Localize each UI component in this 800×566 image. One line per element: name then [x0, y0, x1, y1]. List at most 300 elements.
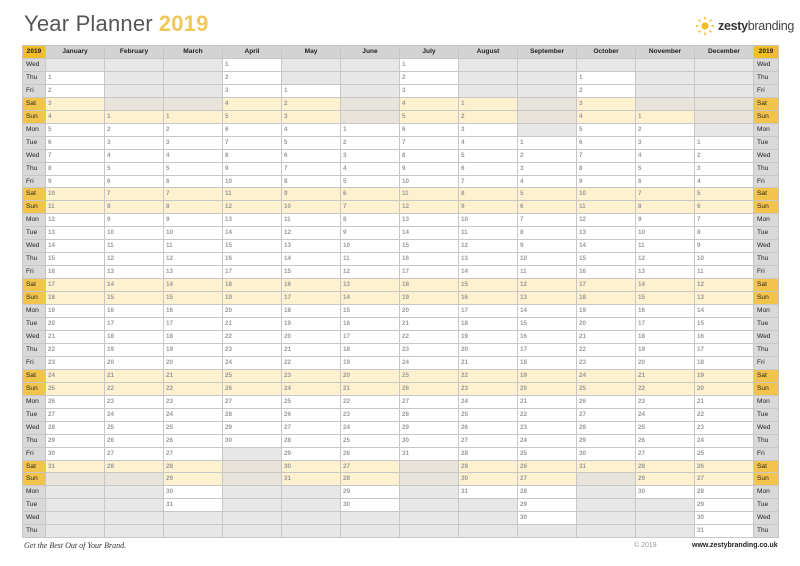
day-cell[interactable]: 7 [223, 136, 282, 149]
day-cell[interactable]: 29 [636, 473, 695, 486]
day-cell[interactable]: 15 [636, 292, 695, 305]
day-cell[interactable]: 13 [223, 214, 282, 227]
day-cell[interactable]: 23 [518, 421, 577, 434]
day-cell[interactable]: 22 [223, 330, 282, 343]
day-cell[interactable]: 25 [341, 434, 400, 447]
day-cell[interactable]: 13 [695, 292, 754, 305]
day-cell[interactable]: 28 [400, 408, 459, 421]
day-cell[interactable]: 14 [400, 227, 459, 240]
day-cell[interactable]: 5 [400, 110, 459, 123]
day-cell[interactable]: 15 [105, 292, 164, 305]
day-cell[interactable]: 26 [577, 395, 636, 408]
day-cell[interactable]: 3 [636, 136, 695, 149]
day-cell[interactable]: 20 [164, 356, 223, 369]
day-cell[interactable]: 25 [164, 421, 223, 434]
day-cell[interactable]: 23 [105, 395, 164, 408]
day-cell[interactable]: 22 [46, 343, 105, 356]
day-cell[interactable]: 12 [636, 253, 695, 266]
day-cell[interactable]: 11 [164, 240, 223, 253]
day-cell[interactable]: 17 [341, 330, 400, 343]
day-cell[interactable]: 29 [46, 434, 105, 447]
day-cell[interactable]: 24 [46, 369, 105, 382]
day-cell[interactable]: 11 [223, 188, 282, 201]
day-cell[interactable]: 13 [459, 253, 518, 266]
day-cell[interactable]: 18 [223, 279, 282, 292]
day-cell[interactable]: 16 [459, 292, 518, 305]
day-cell[interactable]: 21 [400, 318, 459, 331]
day-cell[interactable]: 8 [400, 149, 459, 162]
day-cell[interactable]: 8 [636, 201, 695, 214]
day-cell[interactable]: 6 [577, 136, 636, 149]
day-cell[interactable]: 9 [695, 240, 754, 253]
day-cell[interactable]: 21 [105, 369, 164, 382]
day-cell[interactable]: 27 [636, 447, 695, 460]
day-cell[interactable]: 31 [282, 473, 341, 486]
day-cell[interactable]: 10 [105, 227, 164, 240]
day-cell[interactable]: 23 [341, 408, 400, 421]
day-cell[interactable]: 6 [223, 123, 282, 136]
day-cell[interactable]: 12 [46, 214, 105, 227]
day-cell[interactable]: 19 [341, 356, 400, 369]
day-cell[interactable]: 16 [46, 266, 105, 279]
day-cell[interactable]: 11 [459, 227, 518, 240]
day-cell[interactable]: 28 [636, 460, 695, 473]
day-cell[interactable]: 24 [223, 356, 282, 369]
day-cell[interactable]: 24 [636, 408, 695, 421]
day-cell[interactable]: 17 [164, 318, 223, 331]
day-cell[interactable]: 1 [341, 123, 400, 136]
day-cell[interactable]: 18 [164, 330, 223, 343]
day-cell[interactable]: 7 [518, 214, 577, 227]
day-cell[interactable]: 28 [164, 460, 223, 473]
day-cell[interactable]: 30 [341, 499, 400, 512]
day-cell[interactable]: 6 [695, 201, 754, 214]
day-cell[interactable]: 5 [577, 123, 636, 136]
day-cell[interactable]: 16 [164, 305, 223, 318]
day-cell[interactable]: 4 [282, 123, 341, 136]
day-cell[interactable]: 11 [341, 253, 400, 266]
day-cell[interactable]: 2 [459, 110, 518, 123]
day-cell[interactable]: 12 [400, 201, 459, 214]
day-cell[interactable]: 25 [695, 447, 754, 460]
day-cell[interactable]: 10 [577, 188, 636, 201]
day-cell[interactable]: 21 [282, 343, 341, 356]
day-cell[interactable]: 30 [459, 473, 518, 486]
day-cell[interactable]: 9 [105, 214, 164, 227]
day-cell[interactable]: 4 [223, 97, 282, 110]
day-cell[interactable]: 15 [164, 292, 223, 305]
day-cell[interactable]: 6 [164, 175, 223, 188]
day-cell[interactable]: 30 [164, 486, 223, 499]
day-cell[interactable]: 25 [46, 382, 105, 395]
day-cell[interactable]: 14 [459, 266, 518, 279]
day-cell[interactable]: 20 [459, 343, 518, 356]
day-cell[interactable]: 26 [341, 447, 400, 460]
day-cell[interactable]: 3 [400, 84, 459, 97]
day-cell[interactable]: 22 [577, 343, 636, 356]
day-cell[interactable]: 9 [400, 162, 459, 175]
day-cell[interactable]: 14 [105, 279, 164, 292]
day-cell[interactable]: 6 [518, 201, 577, 214]
day-cell[interactable]: 26 [105, 434, 164, 447]
day-cell[interactable]: 24 [459, 395, 518, 408]
day-cell[interactable]: 3 [105, 136, 164, 149]
day-cell[interactable]: 7 [105, 188, 164, 201]
day-cell[interactable]: 12 [341, 266, 400, 279]
day-cell[interactable]: 6 [341, 188, 400, 201]
day-cell[interactable]: 25 [636, 421, 695, 434]
day-cell[interactable]: 13 [400, 214, 459, 227]
day-cell[interactable]: 29 [341, 486, 400, 499]
day-cell[interactable]: 6 [400, 123, 459, 136]
day-cell[interactable]: 10 [341, 240, 400, 253]
day-cell[interactable]: 28 [518, 486, 577, 499]
day-cell[interactable]: 11 [282, 214, 341, 227]
day-cell[interactable]: 8 [341, 214, 400, 227]
day-cell[interactable]: 20 [105, 356, 164, 369]
day-cell[interactable]: 22 [459, 369, 518, 382]
day-cell[interactable]: 13 [636, 266, 695, 279]
day-cell[interactable]: 30 [518, 512, 577, 525]
day-cell[interactable]: 24 [341, 421, 400, 434]
day-cell[interactable]: 15 [282, 266, 341, 279]
day-cell[interactable]: 27 [459, 434, 518, 447]
day-cell[interactable]: 11 [400, 188, 459, 201]
day-cell[interactable]: 17 [577, 279, 636, 292]
day-cell[interactable]: 23 [282, 369, 341, 382]
day-cell[interactable]: 6 [105, 175, 164, 188]
day-cell[interactable]: 3 [164, 136, 223, 149]
day-cell[interactable]: 9 [341, 227, 400, 240]
day-cell[interactable]: 17 [400, 266, 459, 279]
day-cell[interactable]: 31 [46, 460, 105, 473]
day-cell[interactable]: 29 [282, 447, 341, 460]
day-cell[interactable]: 5 [223, 110, 282, 123]
day-cell[interactable]: 11 [695, 266, 754, 279]
day-cell[interactable]: 21 [695, 395, 754, 408]
day-cell[interactable]: 18 [577, 292, 636, 305]
day-cell[interactable]: 10 [518, 253, 577, 266]
day-cell[interactable]: 5 [459, 149, 518, 162]
day-cell[interactable]: 4 [164, 149, 223, 162]
day-cell[interactable]: 11 [636, 240, 695, 253]
day-cell[interactable]: 25 [518, 447, 577, 460]
day-cell[interactable]: 10 [223, 175, 282, 188]
day-cell[interactable]: 28 [341, 473, 400, 486]
day-cell[interactable]: 18 [695, 356, 754, 369]
day-cell[interactable]: 29 [459, 460, 518, 473]
day-cell[interactable]: 1 [46, 71, 105, 84]
day-cell[interactable]: 20 [400, 305, 459, 318]
day-cell[interactable]: 7 [636, 188, 695, 201]
day-cell[interactable]: 22 [695, 408, 754, 421]
day-cell[interactable]: 31 [400, 447, 459, 460]
day-cell[interactable]: 24 [695, 434, 754, 447]
day-cell[interactable]: 7 [577, 149, 636, 162]
day-cell[interactable]: 11 [105, 240, 164, 253]
day-cell[interactable]: 26 [164, 434, 223, 447]
day-cell[interactable]: 3 [282, 110, 341, 123]
day-cell[interactable]: 31 [164, 499, 223, 512]
day-cell[interactable]: 3 [341, 149, 400, 162]
footer-url[interactable]: www.zestybranding.co.uk [692, 542, 778, 549]
day-cell[interactable]: 13 [46, 227, 105, 240]
day-cell[interactable]: 6 [459, 162, 518, 175]
day-cell[interactable]: 30 [577, 447, 636, 460]
day-cell[interactable]: 14 [282, 253, 341, 266]
day-cell[interactable]: 30 [46, 447, 105, 460]
day-cell[interactable]: 2 [341, 136, 400, 149]
day-cell[interactable]: 20 [695, 382, 754, 395]
day-cell[interactable]: 9 [459, 201, 518, 214]
day-cell[interactable]: 21 [518, 395, 577, 408]
day-cell[interactable]: 17 [282, 292, 341, 305]
day-cell[interactable]: 27 [577, 408, 636, 421]
day-cell[interactable]: 16 [518, 330, 577, 343]
day-cell[interactable]: 2 [164, 123, 223, 136]
day-cell[interactable]: 21 [164, 369, 223, 382]
day-cell[interactable]: 25 [400, 369, 459, 382]
day-cell[interactable]: 23 [459, 382, 518, 395]
day-cell[interactable]: 1 [636, 110, 695, 123]
day-cell[interactable]: 5 [695, 188, 754, 201]
day-cell[interactable]: 16 [400, 253, 459, 266]
day-cell[interactable]: 15 [400, 240, 459, 253]
day-cell[interactable]: 20 [518, 382, 577, 395]
day-cell[interactable]: 22 [518, 408, 577, 421]
day-cell[interactable]: 10 [636, 227, 695, 240]
day-cell[interactable]: 3 [577, 97, 636, 110]
day-cell[interactable]: 22 [105, 382, 164, 395]
day-cell[interactable]: 28 [223, 408, 282, 421]
day-cell[interactable]: 23 [223, 343, 282, 356]
day-cell[interactable]: 25 [105, 421, 164, 434]
day-cell[interactable]: 1 [282, 84, 341, 97]
day-cell[interactable]: 22 [282, 356, 341, 369]
day-cell[interactable]: 15 [341, 305, 400, 318]
day-cell[interactable]: 17 [518, 343, 577, 356]
day-cell[interactable]: 17 [459, 305, 518, 318]
day-cell[interactable]: 19 [400, 292, 459, 305]
day-cell[interactable]: 19 [223, 292, 282, 305]
day-cell[interactable]: 4 [341, 162, 400, 175]
day-cell[interactable]: 19 [164, 343, 223, 356]
day-cell[interactable]: 7 [164, 188, 223, 201]
day-cell[interactable]: 1 [400, 58, 459, 71]
day-cell[interactable]: 4 [577, 110, 636, 123]
day-cell[interactable]: 5 [636, 162, 695, 175]
day-cell[interactable]: 4 [400, 97, 459, 110]
day-cell[interactable]: 29 [164, 473, 223, 486]
day-cell[interactable]: 24 [577, 369, 636, 382]
day-cell[interactable]: 12 [282, 227, 341, 240]
day-cell[interactable]: 20 [282, 330, 341, 343]
day-cell[interactable]: 15 [459, 279, 518, 292]
day-cell[interactable]: 31 [459, 486, 518, 499]
day-cell[interactable]: 6 [282, 149, 341, 162]
day-cell[interactable]: 27 [695, 473, 754, 486]
day-cell[interactable]: 12 [577, 214, 636, 227]
day-cell[interactable]: 10 [459, 214, 518, 227]
day-cell[interactable]: 30 [282, 460, 341, 473]
day-cell[interactable]: 15 [577, 253, 636, 266]
day-cell[interactable]: 9 [636, 214, 695, 227]
day-cell[interactable]: 27 [164, 447, 223, 460]
day-cell[interactable]: 17 [695, 343, 754, 356]
day-cell[interactable]: 25 [459, 408, 518, 421]
day-cell[interactable]: 19 [636, 343, 695, 356]
day-cell[interactable]: 16 [282, 279, 341, 292]
day-cell[interactable]: 14 [341, 292, 400, 305]
day-cell[interactable]: 20 [341, 369, 400, 382]
day-cell[interactable]: 26 [459, 421, 518, 434]
day-cell[interactable]: 20 [223, 305, 282, 318]
day-cell[interactable]: 8 [105, 201, 164, 214]
day-cell[interactable]: 7 [695, 214, 754, 227]
day-cell[interactable]: 28 [459, 447, 518, 460]
day-cell[interactable]: 14 [223, 227, 282, 240]
day-cell[interactable]: 13 [577, 227, 636, 240]
day-cell[interactable]: 27 [518, 473, 577, 486]
day-cell[interactable]: 23 [46, 356, 105, 369]
day-cell[interactable]: 20 [46, 318, 105, 331]
day-cell[interactable]: 26 [695, 460, 754, 473]
day-cell[interactable]: 13 [341, 279, 400, 292]
day-cell[interactable]: 14 [636, 279, 695, 292]
day-cell[interactable]: 8 [164, 201, 223, 214]
day-cell[interactable]: 19 [46, 305, 105, 318]
day-cell[interactable]: 19 [459, 330, 518, 343]
day-cell[interactable]: 29 [223, 421, 282, 434]
day-cell[interactable]: 1 [459, 97, 518, 110]
day-cell[interactable]: 29 [400, 421, 459, 434]
day-cell[interactable]: 27 [400, 395, 459, 408]
day-cell[interactable]: 11 [518, 266, 577, 279]
day-cell[interactable]: 4 [695, 175, 754, 188]
day-cell[interactable]: 1 [518, 136, 577, 149]
day-cell[interactable]: 23 [695, 421, 754, 434]
day-cell[interactable]: 31 [577, 460, 636, 473]
day-cell[interactable]: 4 [459, 136, 518, 149]
day-cell[interactable]: 24 [400, 356, 459, 369]
day-cell[interactable]: 8 [518, 227, 577, 240]
day-cell[interactable]: 21 [46, 330, 105, 343]
day-cell[interactable]: 1 [105, 110, 164, 123]
day-cell[interactable]: 8 [282, 175, 341, 188]
day-cell[interactable]: 2 [577, 84, 636, 97]
day-cell[interactable]: 5 [518, 188, 577, 201]
day-cell[interactable]: 26 [282, 408, 341, 421]
day-cell[interactable]: 18 [282, 305, 341, 318]
day-cell[interactable]: 24 [518, 434, 577, 447]
day-cell[interactable]: 25 [282, 395, 341, 408]
day-cell[interactable]: 16 [341, 318, 400, 331]
day-cell[interactable]: 2 [636, 123, 695, 136]
day-cell[interactable]: 11 [577, 201, 636, 214]
day-cell[interactable]: 22 [341, 395, 400, 408]
day-cell[interactable]: 2 [400, 71, 459, 84]
day-cell[interactable]: 8 [577, 162, 636, 175]
day-cell[interactable]: 7 [341, 201, 400, 214]
day-cell[interactable]: 16 [636, 305, 695, 318]
day-cell[interactable]: 18 [46, 292, 105, 305]
day-cell[interactable]: 7 [459, 175, 518, 188]
day-cell[interactable]: 3 [459, 123, 518, 136]
day-cell[interactable]: 14 [164, 279, 223, 292]
day-cell[interactable]: 21 [341, 382, 400, 395]
day-cell[interactable]: 13 [164, 266, 223, 279]
day-cell[interactable]: 12 [695, 279, 754, 292]
day-cell[interactable]: 16 [105, 305, 164, 318]
day-cell[interactable]: 28 [282, 434, 341, 447]
day-cell[interactable]: 27 [105, 447, 164, 460]
day-cell[interactable]: 13 [282, 240, 341, 253]
day-cell[interactable]: 22 [164, 382, 223, 395]
day-cell[interactable]: 3 [695, 162, 754, 175]
day-cell[interactable]: 16 [223, 253, 282, 266]
day-cell[interactable]: 17 [46, 279, 105, 292]
day-cell[interactable]: 1 [223, 58, 282, 71]
day-cell[interactable]: 30 [695, 512, 754, 525]
day-cell[interactable]: 28 [577, 421, 636, 434]
day-cell[interactable]: 23 [400, 343, 459, 356]
day-cell[interactable]: 9 [46, 175, 105, 188]
day-cell[interactable]: 15 [695, 318, 754, 331]
day-cell[interactable]: 13 [518, 292, 577, 305]
day-cell[interactable]: 23 [636, 395, 695, 408]
day-cell[interactable]: 18 [105, 330, 164, 343]
day-cell[interactable]: 25 [223, 369, 282, 382]
day-cell[interactable]: 8 [223, 149, 282, 162]
day-cell[interactable]: 1 [577, 71, 636, 84]
day-cell[interactable]: 18 [518, 356, 577, 369]
day-cell[interactable]: 10 [400, 175, 459, 188]
day-cell[interactable]: 27 [341, 460, 400, 473]
day-cell[interactable]: 6 [46, 136, 105, 149]
day-cell[interactable]: 9 [577, 175, 636, 188]
day-cell[interactable]: 3 [518, 162, 577, 175]
day-cell[interactable]: 17 [105, 318, 164, 331]
day-cell[interactable]: 14 [695, 305, 754, 318]
day-cell[interactable]: 2 [223, 71, 282, 84]
day-cell[interactable]: 9 [518, 240, 577, 253]
day-cell[interactable]: 7 [46, 149, 105, 162]
day-cell[interactable]: 18 [400, 279, 459, 292]
day-cell[interactable]: 5 [46, 123, 105, 136]
day-cell[interactable]: 26 [636, 434, 695, 447]
day-cell[interactable]: 7 [282, 162, 341, 175]
day-cell[interactable]: 18 [636, 330, 695, 343]
day-cell[interactable]: 26 [46, 395, 105, 408]
day-cell[interactable]: 12 [105, 253, 164, 266]
day-cell[interactable]: 27 [282, 421, 341, 434]
day-cell[interactable]: 15 [46, 253, 105, 266]
day-cell[interactable]: 26 [400, 382, 459, 395]
day-cell[interactable]: 13 [105, 266, 164, 279]
day-cell[interactable]: 2 [282, 97, 341, 110]
day-cell[interactable]: 4 [105, 149, 164, 162]
day-cell[interactable]: 19 [695, 369, 754, 382]
day-cell[interactable]: 21 [636, 369, 695, 382]
day-cell[interactable]: 12 [459, 240, 518, 253]
day-cell[interactable]: 10 [282, 201, 341, 214]
day-cell[interactable]: 4 [518, 175, 577, 188]
day-cell[interactable]: 17 [636, 318, 695, 331]
day-cell[interactable]: 22 [636, 382, 695, 395]
day-cell[interactable]: 23 [577, 356, 636, 369]
day-cell[interactable]: 20 [636, 356, 695, 369]
day-cell[interactable]: 1 [695, 136, 754, 149]
